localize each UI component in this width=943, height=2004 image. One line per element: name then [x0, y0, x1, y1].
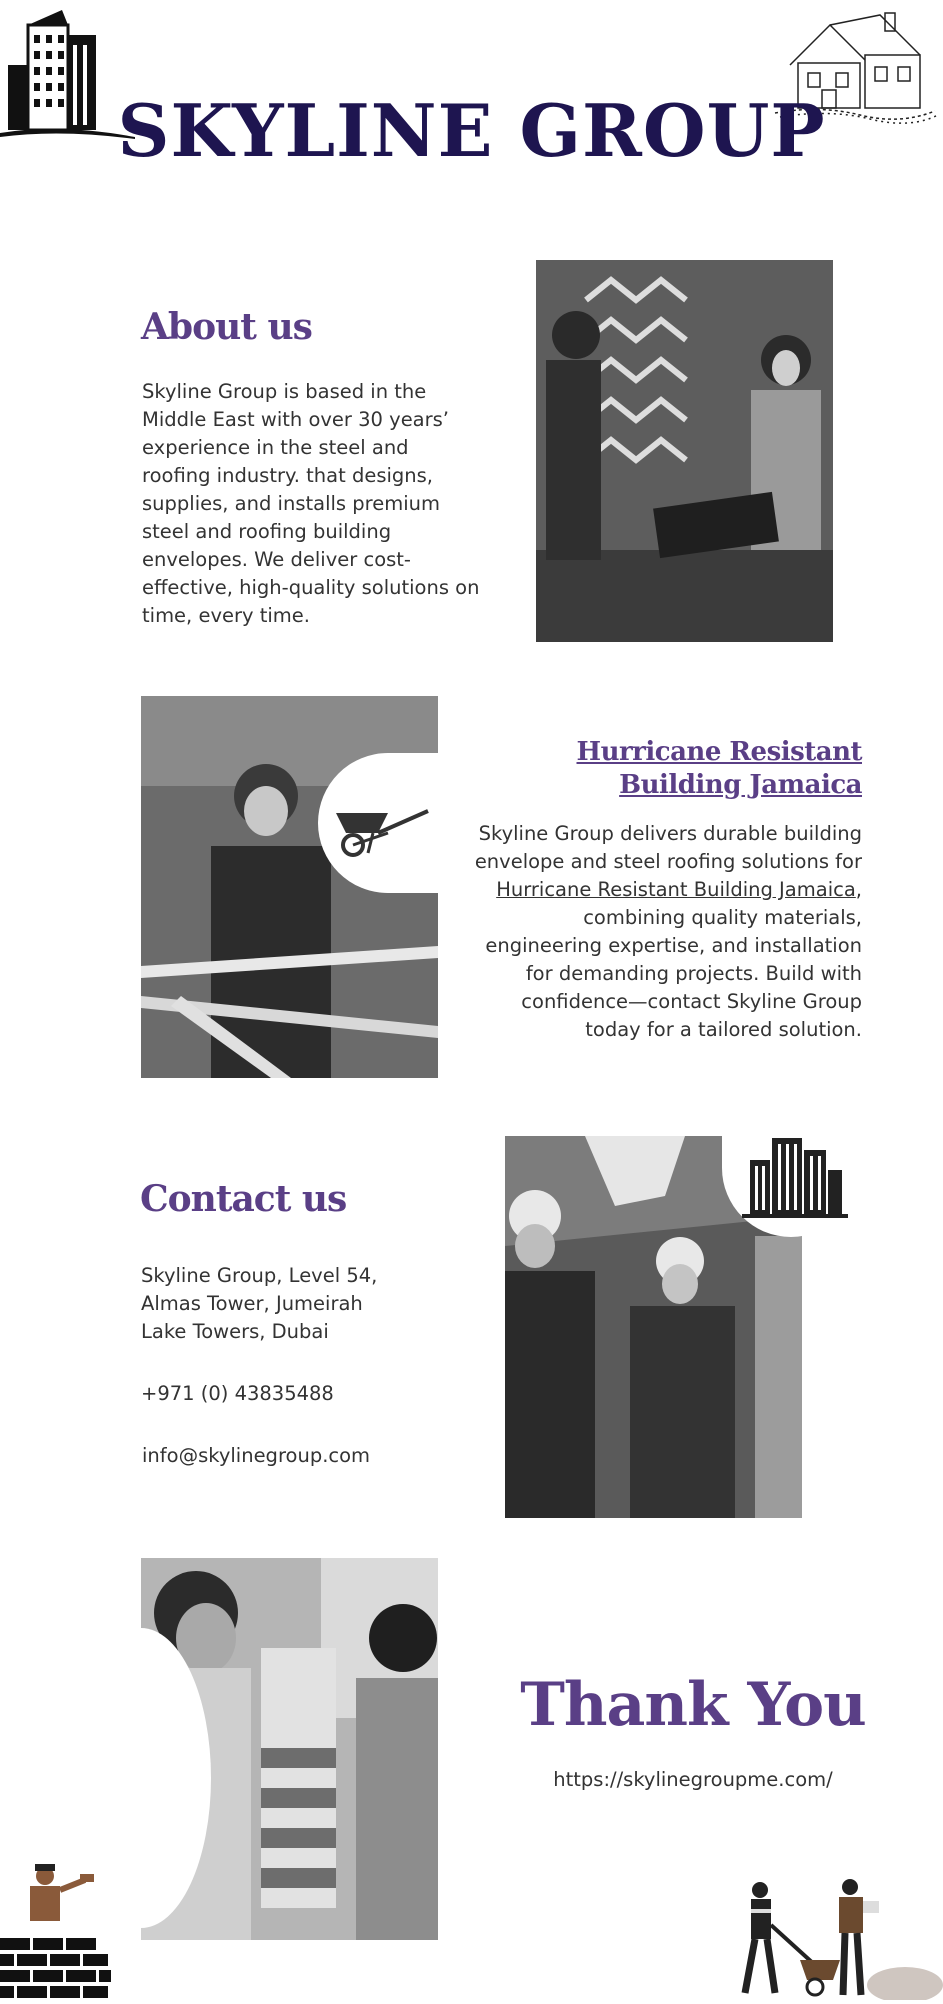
about-heading: About us	[141, 306, 312, 348]
wheelbarrow-badge	[318, 753, 448, 893]
about-photo	[536, 260, 833, 642]
contact-phone[interactable]: +971 (0) 43835488	[141, 1382, 334, 1405]
hurricane-body-text-end: , combining quality materials, engineering expertise, and installation for demanding projects. Build with confidence—contact Skyline Group today for a tailored solution.	[485, 878, 862, 1041]
thank-you-heading: Thank You	[520, 1670, 866, 1740]
about-body: Skyline Group is based in the Middle East with over 30 years’ experience in the steel and roofing industry. that designs, supplies, and installs premium steel and roofing building envelopes. We deliver cost-effective, high-quality solutions on time, every time.	[142, 380, 480, 627]
wheelbarrow-icon	[328, 803, 438, 863]
contact-email[interactable]: info@skylinegroup.com	[142, 1444, 371, 1467]
sample-photo	[141, 1558, 438, 1940]
contact-heading: Contact us	[140, 1178, 347, 1220]
page-title: SKYLINE GROUP	[117, 88, 826, 173]
hurricane-heading[interactable]	[470, 736, 862, 802]
hurricane-body	[470, 820, 862, 1044]
building-icon	[740, 1130, 850, 1220]
contact-address: Skyline Group, Level 54, Almas Tower, Jumeirah Lake Towers, Dubai	[141, 1264, 378, 1343]
hurricane-heading-link[interactable]: Hurricane Resistant Building Jamaica	[576, 737, 862, 800]
workers-illustration	[715, 1875, 943, 2000]
hurricane-body-text: Skyline Group delivers durable building envelope and steel roofing solutions for	[474, 822, 862, 873]
building-badge	[722, 1112, 860, 1237]
website-url[interactable]: https://skylinegroupme.com/	[553, 1768, 833, 1791]
bricklayer-illustration	[0, 1860, 115, 2000]
hurricane-body-link[interactable]: Hurricane Resistant Building Jamaica	[496, 878, 856, 901]
